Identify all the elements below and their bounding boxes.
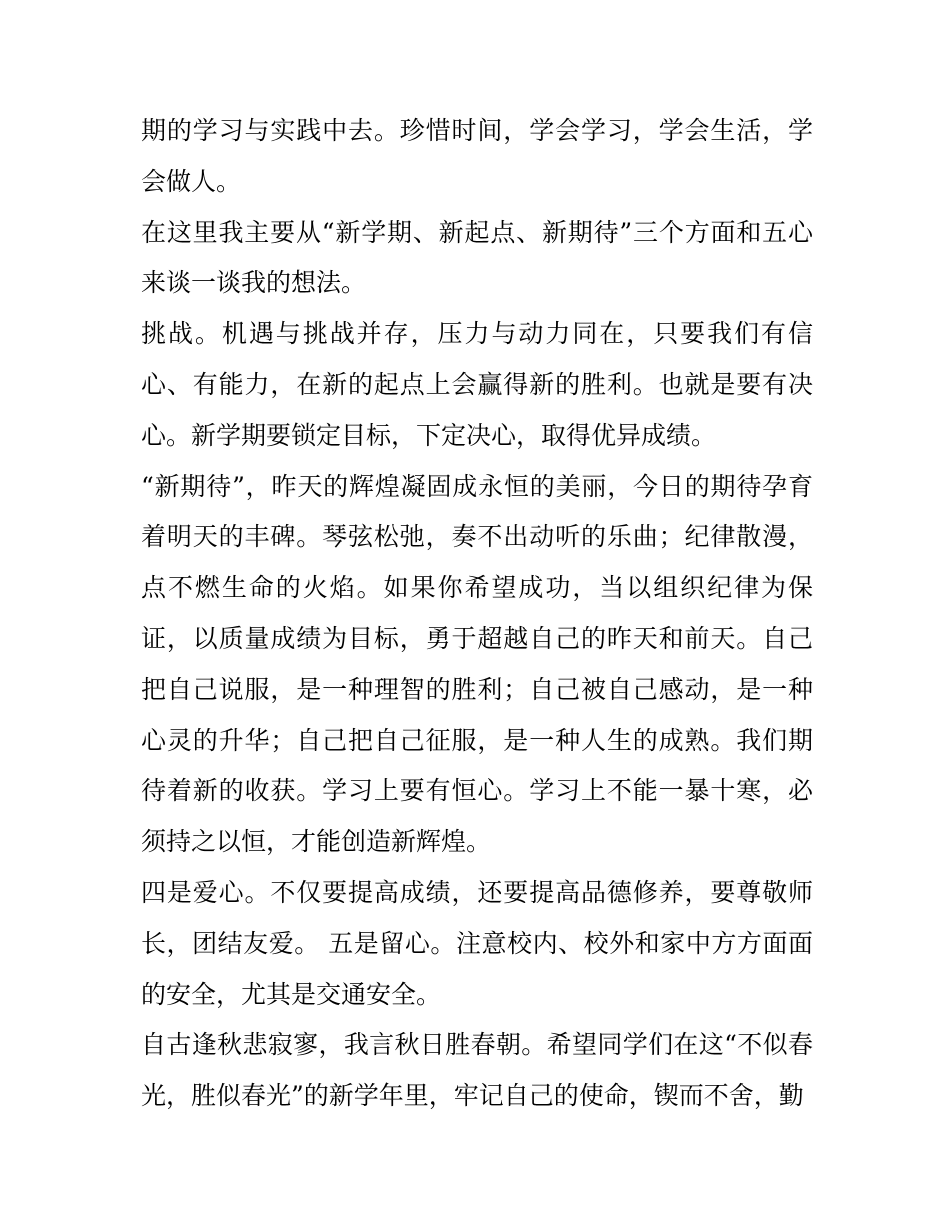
paragraph-3: 挑战。机遇与挑战并存，压力与动力同在，只要我们有信心、有能力，在新的起点上会赢得新的胜利。也就是要有决心。新学期要锁定目标，下定决心，取得优异成绩。: [141, 319, 813, 450]
paragraph-1: 期的学习与实践中去。珍惜时间，学会学习，学会生活，学会做人。: [141, 116, 813, 196]
paragraph-5: 四是爱心。不仅要提高成绩，还要提高品德修养，要尊敬师长，团结友爱。 五是留心。注意校内、校外和家中方方面面的安全，尤其是交通安全。: [141, 877, 813, 1009]
document-body: [141, 106, 813, 1122]
paragraph-6: 自古逢秋悲寂寥，我言秋日胜春朝。希望同学们在这“不似春光，胜似春光”的新学年里，牢记自己的使命，锲而不舍，勤: [141, 1030, 813, 1111]
paragraph-4: “新期待”，昨天的辉煌凝固成永恒的美丽，今日的期待孕育着明天的丰碑。琴弦松弛，奏不出动听的乐曲；纪律散漫，点不燃生命的火焰。如果你希望成功，当以组织纪律为保证，以质量成绩为目标，勇于超越自己的昨天和前天。自己把自己说服，是一种理智的胜利；自己被自己感动，是一种心灵的升华；自己把自己征服，是一种人生的成熟。我们期待着新的收获。学习上要有恒心。学习上不能一暴十寒，必须持之以恒，才能创造新辉煌。: [141, 471, 813, 857]
paragraph-2: 在这里我主要从“新学期、新起点、新期待”三个方面和五心来谈一谈我的想法。: [141, 217, 813, 298]
